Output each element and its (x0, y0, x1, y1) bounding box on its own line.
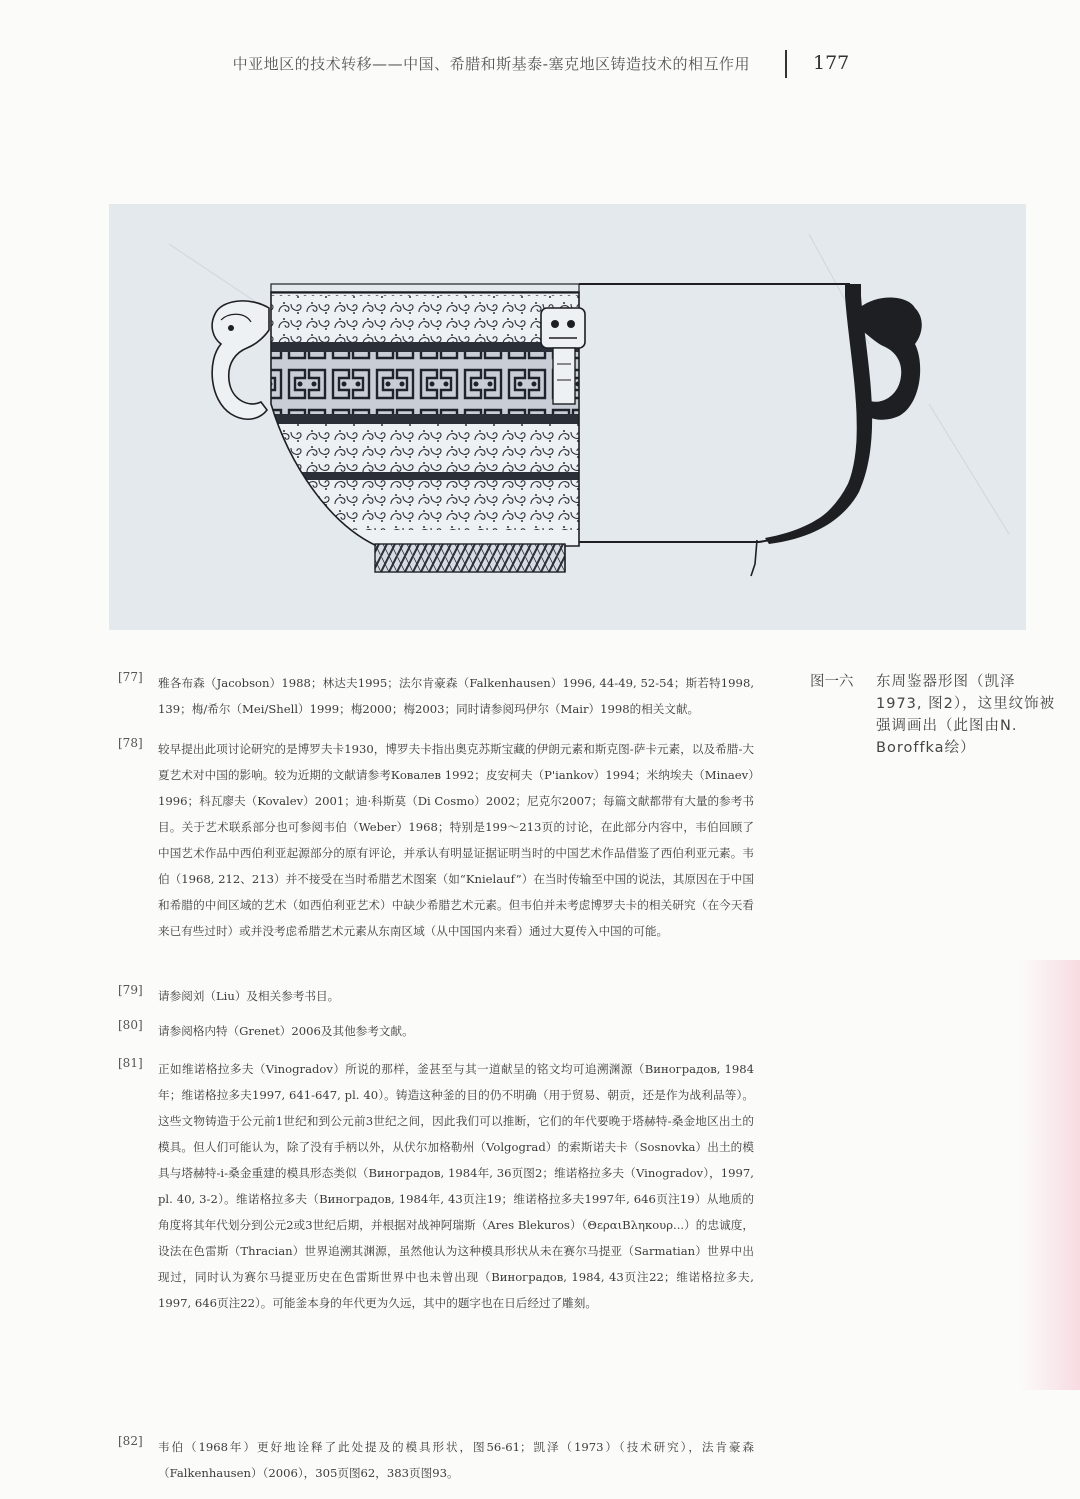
endnote-number: [77] (118, 670, 143, 684)
endnote-number: [79] (118, 983, 143, 997)
endnote-text: 请参阅格内特（Grenet）2006及其他参考文献。 (158, 1024, 414, 1038)
endnote-number: [81] (118, 1056, 143, 1070)
page-edge-tint (1020, 960, 1080, 1390)
header-divider (785, 50, 787, 78)
running-header (0, 50, 1080, 80)
endnote-number: [78] (118, 736, 143, 750)
endnote-text: 正如维诺格拉多夫（Vinogradov）所说的那样，釜甚至与其一道献呈的铭文均可追溯渊源（Виноградов, 1984年；维诺格拉多夫1997, 641-647, pl. 40）。铸造这种釜的目的仍不明确（用于贸易、朝贡，还是作为战利品等）。这些文物铸造于公元前1世纪和到公元前3世纪之间，因此我们可以推断，它们的年代要晚于塔赫特-桑金地区出土的模具。但人们可能认为，除了没有手柄以外，从伏尔加格勒州（Volgograd）的索斯诺夫卡（Sosnovka）出土的模具与塔赫特-i-桑金重建的模具形态类似（Виноградов, 1984年, 36页图2；维诺格拉多夫（Vinogradov），1997, pl. 40, 3-2）。维诺格拉多夫（Виноградов, 1984年, 43页注19；维诺格拉多夫1997年, 646页注19）从地质的角度将其年代划分到公元2或3世纪后期，并根据对战神阿瑞斯（Ares Blekuros）（ΘεραιΒληκουρ...）的忠诚度，设法在色雷斯（Thracian）世界追溯其渊源，虽然他认为这种模具形状从未在赛尔马提亚（Sarmatian）世界中出现过，同时认为赛尔马提亚历史在色雷斯世界中也未曾出现（Виноградов, 1984, 43页注22；维诺格拉多夫, 1997, 646页注22）。可能釜本身的年代更为久远，其中的题字也在日后经过了雕刻。 (158, 1062, 754, 1310)
endnote-text: 韦伯（1968年）更好地诠释了此处提及的模具形状，图56-61；凯泽（1973）（技术研究），法肯豪森（Falkenhausen）（2006），305页图62，383页图93。 (158, 1440, 754, 1480)
endnote-text: 请参阅刘（Liu）及相关参考书目。 (158, 989, 340, 1003)
page-number: 177 (813, 52, 850, 74)
running-title: 中亚地区的技术转移——中国、希腊和斯基泰-塞克地区铸造技术的相互作用 (232, 55, 750, 73)
figure-vessel-drawing (109, 204, 1026, 630)
endnote-text: 较早提出此项讨论研究的是博罗夫卡1930，博罗夫卡指出奥克苏斯宝藏的伊朗元素和斯克图-萨卡元素，以及希腊-大夏艺术对中国的影响。较为近期的文献请参考Ковалев 1992；皮安柯夫（P'iankov）1994；米纳埃夫（Minaev）1996；科瓦廖夫（Kovalev）2001；迪·科斯莫（Di Cosmo）2002；尼克尔2007；每篇文献都带有大量的参考书目。关于艺术联系部分也可参阅韦伯（Weber）1968；特别是199～213页的讨论，在此部分内容中，韦伯回顾了中国艺术作品中西伯利亚起源部分的原有评论，并承认有明显证据证明当时的中国艺术作品借鉴了西伯利亚元素。韦伯（1968, 212、213）并不接受在当时希腊艺术图案（如“Knielauf”）在当时传输至中国的说法，其原因在于中国和希腊的中间区域的艺术（如西伯利亚艺术）中缺少希腊艺术元素。但韦伯并未考虑博罗夫卡的相关研究（在今天看来已有些过时）或并没考虑希腊艺术元素从东南区域（从中国国内来看）通过大夏传入中国的可能。 (158, 742, 754, 938)
vessel-illustration (109, 204, 1026, 630)
figure-caption-text: 东周鉴器形图（凯泽1973, 图2），这里纹饰被强调画出（此图由N. Boroffka绘） (876, 674, 1056, 756)
endnote-number: [80] (118, 1018, 143, 1032)
figure-label: 图一六 (810, 674, 854, 690)
endnote-number: [82] (118, 1434, 143, 1448)
endnote-text: 雅各布森（Jacobson）1988；林达夫1995；法尔肯豪森（Falkenhausen）1996, 44-49, 52-54；斯若特1998, 139；梅/希尔（Mei/Shell）1999；梅2000；梅2003；同时请参阅玛伊尔（Mair）1998的相关文献。 (158, 676, 754, 716)
